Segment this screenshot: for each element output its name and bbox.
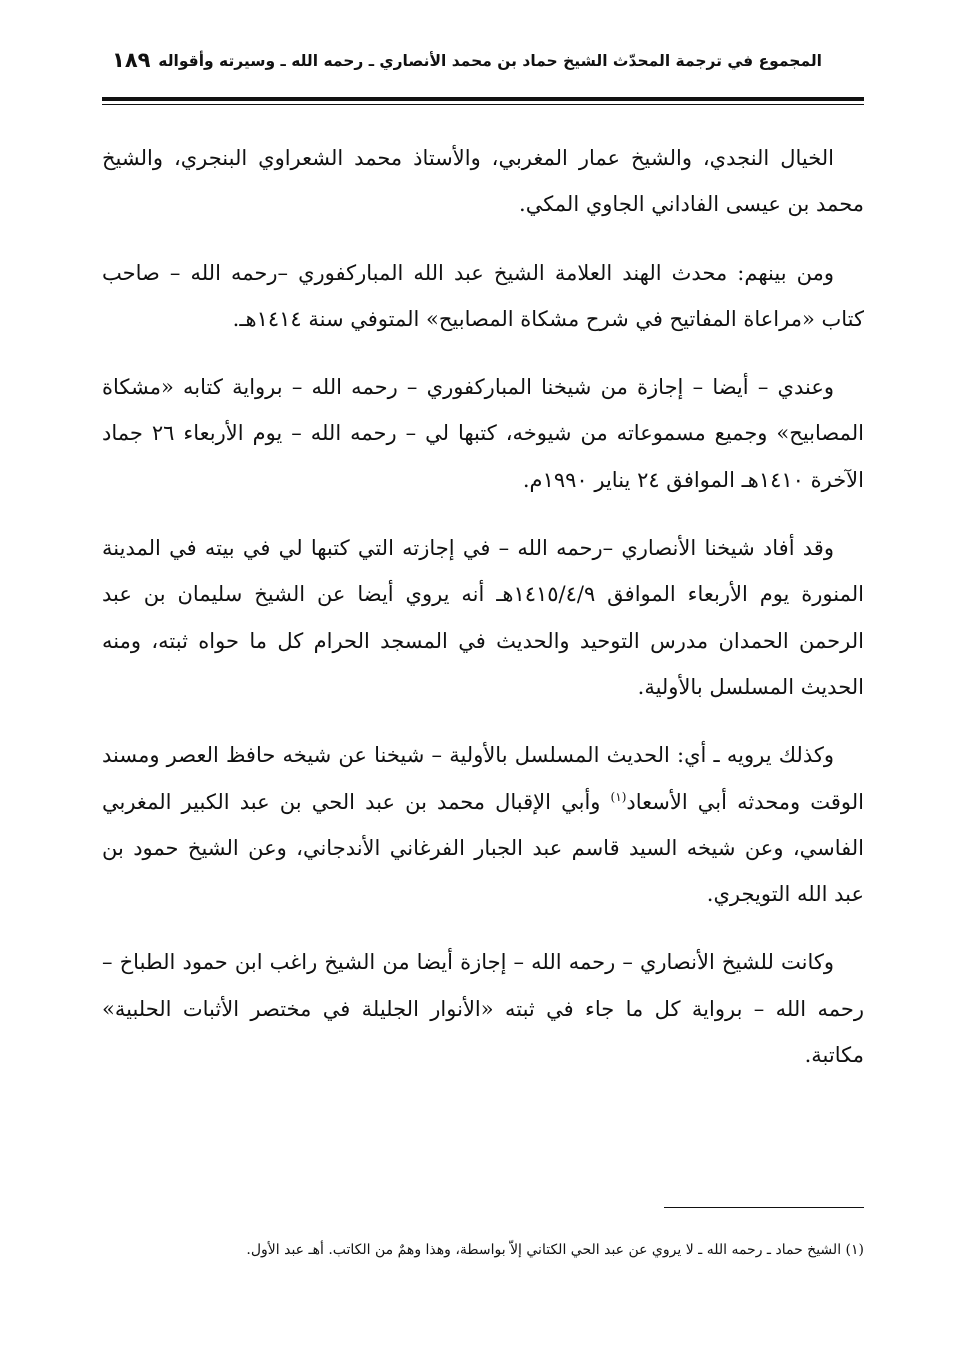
paragraph-5: [102, 732, 864, 917]
paragraph-3: وعندي – أيضا – إجازة من شيخنا المباركفوري – رحمه الله – برواية كتابه «مشكاة المصابيح» وجميع مسموعاته من شيوخه، كتبها لي – رحمه الله – يوم الأربعاء ٢٦ جماد الآخرة ١٤١٠هـ الموافق ٢٤ يناير ١٩٩٠م.: [102, 375, 864, 492]
header-rule-thin: [102, 104, 864, 105]
paragraph-5-end: وأبي الإقبال محمد بن عبد الحي بن عبد الكبير المغربي الفاسي، وعن شيخه السيد قاسم عبد الجبار الفرغاني الأندجاني، وعن الشيخ حمود بن عبد الله التويجري.: [102, 789, 864, 907]
footnote-reference[interactable]: (١): [610, 789, 627, 804]
footnote: (١) الشيخ حماد ـ رحمه الله ـ لا يروي عن عبد الحي الكتاني إلاّ بواسطة، وهذا وهمٌ من الكاتب. أهـ عبد الأول.: [246, 1242, 864, 1258]
paragraph-2: ومن بينهم: محدث الهند العلامة الشيخ عبد الله المباركفوري –رحمه الله – صاحب كتاب «مراعاة المفاتيح في شرح مشكاة المصابيح» المتوفي سنة ١٤١٤هـ.: [102, 260, 864, 331]
paragraph-5-start: وكذلك يرويه ـ أي: الحديث المسلسل بالأولية – شيخنا عن شيخه حافظ العصر ومسند الوقت ومحدثه أبي الأسعاد: [102, 743, 864, 814]
page-number: ١٨٩: [112, 48, 151, 72]
paragraph-1: الخيال النجدي، والشيخ عمار المغربي، والأستاذ محمد الشعراوي البنجري، والشيخ محمد بن عيسى الفاداني الجاوي المكي.: [102, 146, 864, 217]
footnote-separator: [664, 1207, 864, 1208]
header-rule-thick: [102, 97, 864, 101]
paragraph-4: وقد أفاد شيخنا الأنصاري –رحمه الله – في إجازته التي كتبها لي في بيته في المدينة المنورة يوم الأربعاء الموافق ١٤١٥/٤/٩هـ أنه يروي أيضا عن الشيخ سليمان بن عبد الرحمن الحمدان مدرس التوحيد والحديث في المسجد الحرام كل ما حواه ثبته، ومنه الحديث المسلسل بالأولية.: [102, 536, 864, 699]
page-header: [102, 44, 822, 84]
running-title: المجموع في ترجمة المحدّث الشيخ حماد بن محمد الأنصاري ـ رحمه الله ـ وسيرته وأقواله: [158, 52, 822, 70]
paragraph-6: وكانت للشيخ الأنصاري – رحمه الله – إجازة أيضا من الشيخ راغب ابن حمود الطباخ – رحمه الله – برواية كل ما جاء في ثبته «الأنوار الجليلة في مختصر الأثبات الحلبية» مكاتبة.: [102, 950, 864, 1068]
body-text: [102, 135, 864, 1078]
